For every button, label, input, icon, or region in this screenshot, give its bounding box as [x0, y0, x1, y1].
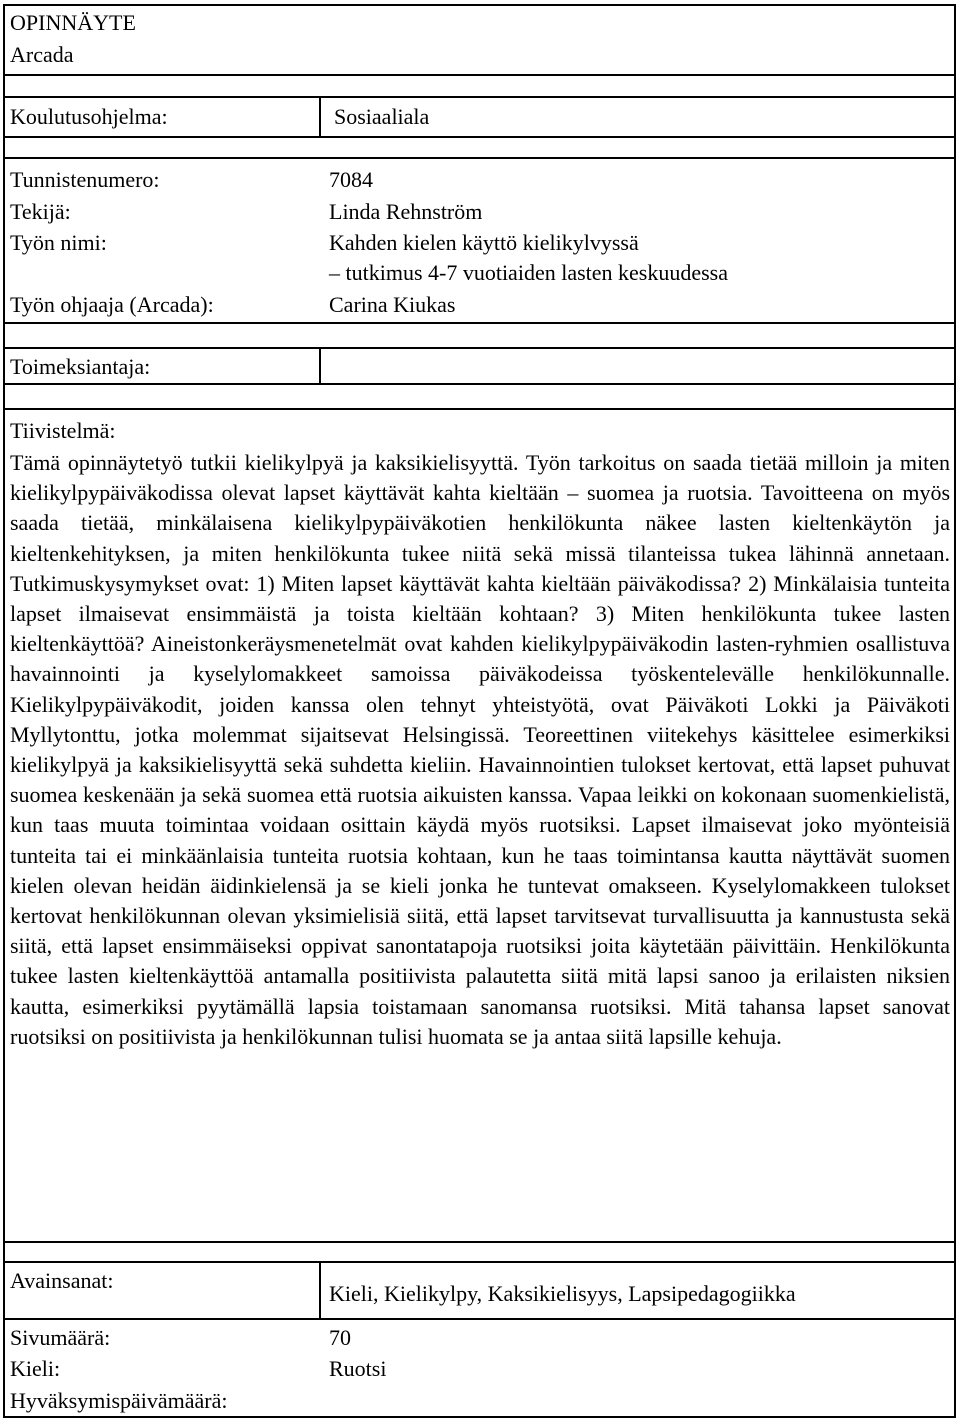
abstract-text: Tämä opinnäytetyö tutkii kielikylpyä ja kaksikielisyyttä. Työn tarkoitus on saada tietää milloin ja miten kielikylpypäiväkodissa olevat lapset käyttävät kahta kieltään – suomea ja ruotsia. Tavoitteena on myös saada tietää, minkälaisena kielikylpypäiväkotien henkilökunta näkee lasten kieltenkäytön ja kieltenkehityksen, ja miten henkilökunta tukee niitä sekä missä tilanteissa tukea lähinnä annetaan. Tutkimuskysymykset ovat: 1) Miten lapset käyttävät kahta kieltään päiväkodissa? 2) Minkälaisia tunteita lapset ilmaisevat ensimmäistä ja toista kieltään kohtaan? 3) Miten henkilökunta tukee lasten kieltenkäyttöä? Aineistonkeräysmenetelmät ovat kahden kielikylpypäiväkodin lasten-ryhmien osallistuva havainnointi ja kyselylomakkeet samoissa päiväkodeissa työskentelevälle henkilökunnalle. Kielikylpypäiväkodit, joiden kanssa olen tehnyt yhteistyötä, ovat Päiväkoti Lokki ja Päiväkoti Myllytonttu, jotka molemmat sijaitsevat Helsingissä. Teoreettinen viitekehys käsittelee esimerkiksi kielikylpyä ja kaksikielisyyttä sekä suhdetta kieliin. Havainnointien tulokset kertovat, että lapset puhuvat suomea keskenään ja sekä suomea että ruotsia aikuisten kanssa. Vapaa leikki on kokonaan suomenkielistä, kun taas muuta toimintaa voidaan osittain käydä myös ruotsiksi. Lapset ilmaisevat joko myönteisiä tunteita tai ei minkäänlaisia tunteita ruotsia kohtaan, kun he taas toimintansa kautta näyttävät suomen kielen olevan heidän äidinkielensä ja se kieli jonka he tuntevat omakseen. Kyselylomakkeen tulokset kertovat henkilökunnan olevan yksimielisiä siitä, että lapset tarvitsevat turvallisuutta ja kannustusta sekä siitä, että lapset ensimmäiseksi oppivat sanontatapoja ruotsiksi joita käytetään päivittäin. Henkilökunta tukee lasten kieltenkäyttöä antamalla positiivista palautetta siitä mitä lapsi sanoo ja erilaisten niksien kautta, esimerkiksi pyytämällä lapsia toistamaan sanomansa ruotsiksi. Mitä tahansa lapset sanovat ruotsiksi on positiivista ja henkilökunnan tulisi huomata se ja antaa siitä lapsille kehuja.	[10, 450, 950, 1049]
divider	[3, 322, 956, 324]
school-name: Arcada	[10, 42, 74, 67]
keywords-label: Avainsanat:	[10, 1268, 114, 1293]
language-label: Kieli:	[10, 1356, 61, 1381]
thesis-title-line1: Kahden kielen käyttö kielikylvyssä	[329, 230, 639, 255]
divider	[3, 1261, 956, 1263]
divider	[3, 408, 956, 410]
supervisor-value: Carina Kiukas	[329, 292, 456, 317]
divider	[3, 157, 956, 159]
abstract-body	[10, 448, 950, 1052]
supervisor-label: Työn ohjaaja (Arcada):	[10, 292, 214, 317]
pages-label: Sivumäärä:	[10, 1325, 111, 1350]
divider	[3, 1318, 956, 1320]
keywords-value: Kieli, Kielikylpy, Kaksikielisyys, Lapsipedagogiikka	[329, 1281, 796, 1306]
id-value: 7084	[329, 167, 373, 192]
column-divider	[319, 347, 321, 383]
divider	[3, 347, 956, 349]
approval-date-label: Hyväksymispäivämäärä:	[10, 1388, 228, 1413]
author-value: Linda Rehnström	[329, 199, 483, 224]
divider	[3, 1241, 956, 1243]
divider	[3, 96, 956, 98]
thesis-title-label: Työn nimi:	[10, 230, 107, 255]
author-label: Tekijä:	[10, 199, 71, 224]
program-label: Koulutusohjelma:	[10, 104, 168, 129]
document-title: OPINNÄYTE	[10, 10, 136, 35]
program-value: Sosiaaliala	[334, 104, 430, 129]
pages-value: 70	[329, 1325, 351, 1350]
column-divider	[319, 1261, 321, 1318]
thesis-title-line2: – tutkimus 4-7 vuotiaiden lasten keskuudessa	[329, 260, 728, 285]
commissioner-label: Toimeksiantaja:	[10, 354, 151, 379]
column-divider	[319, 96, 321, 136]
divider	[3, 136, 956, 138]
id-label: Tunnistenumero:	[10, 167, 160, 192]
abstract-label: Tiivistelmä:	[10, 418, 116, 443]
divider	[3, 383, 956, 385]
language-value: Ruotsi	[329, 1356, 387, 1381]
divider	[3, 74, 956, 76]
